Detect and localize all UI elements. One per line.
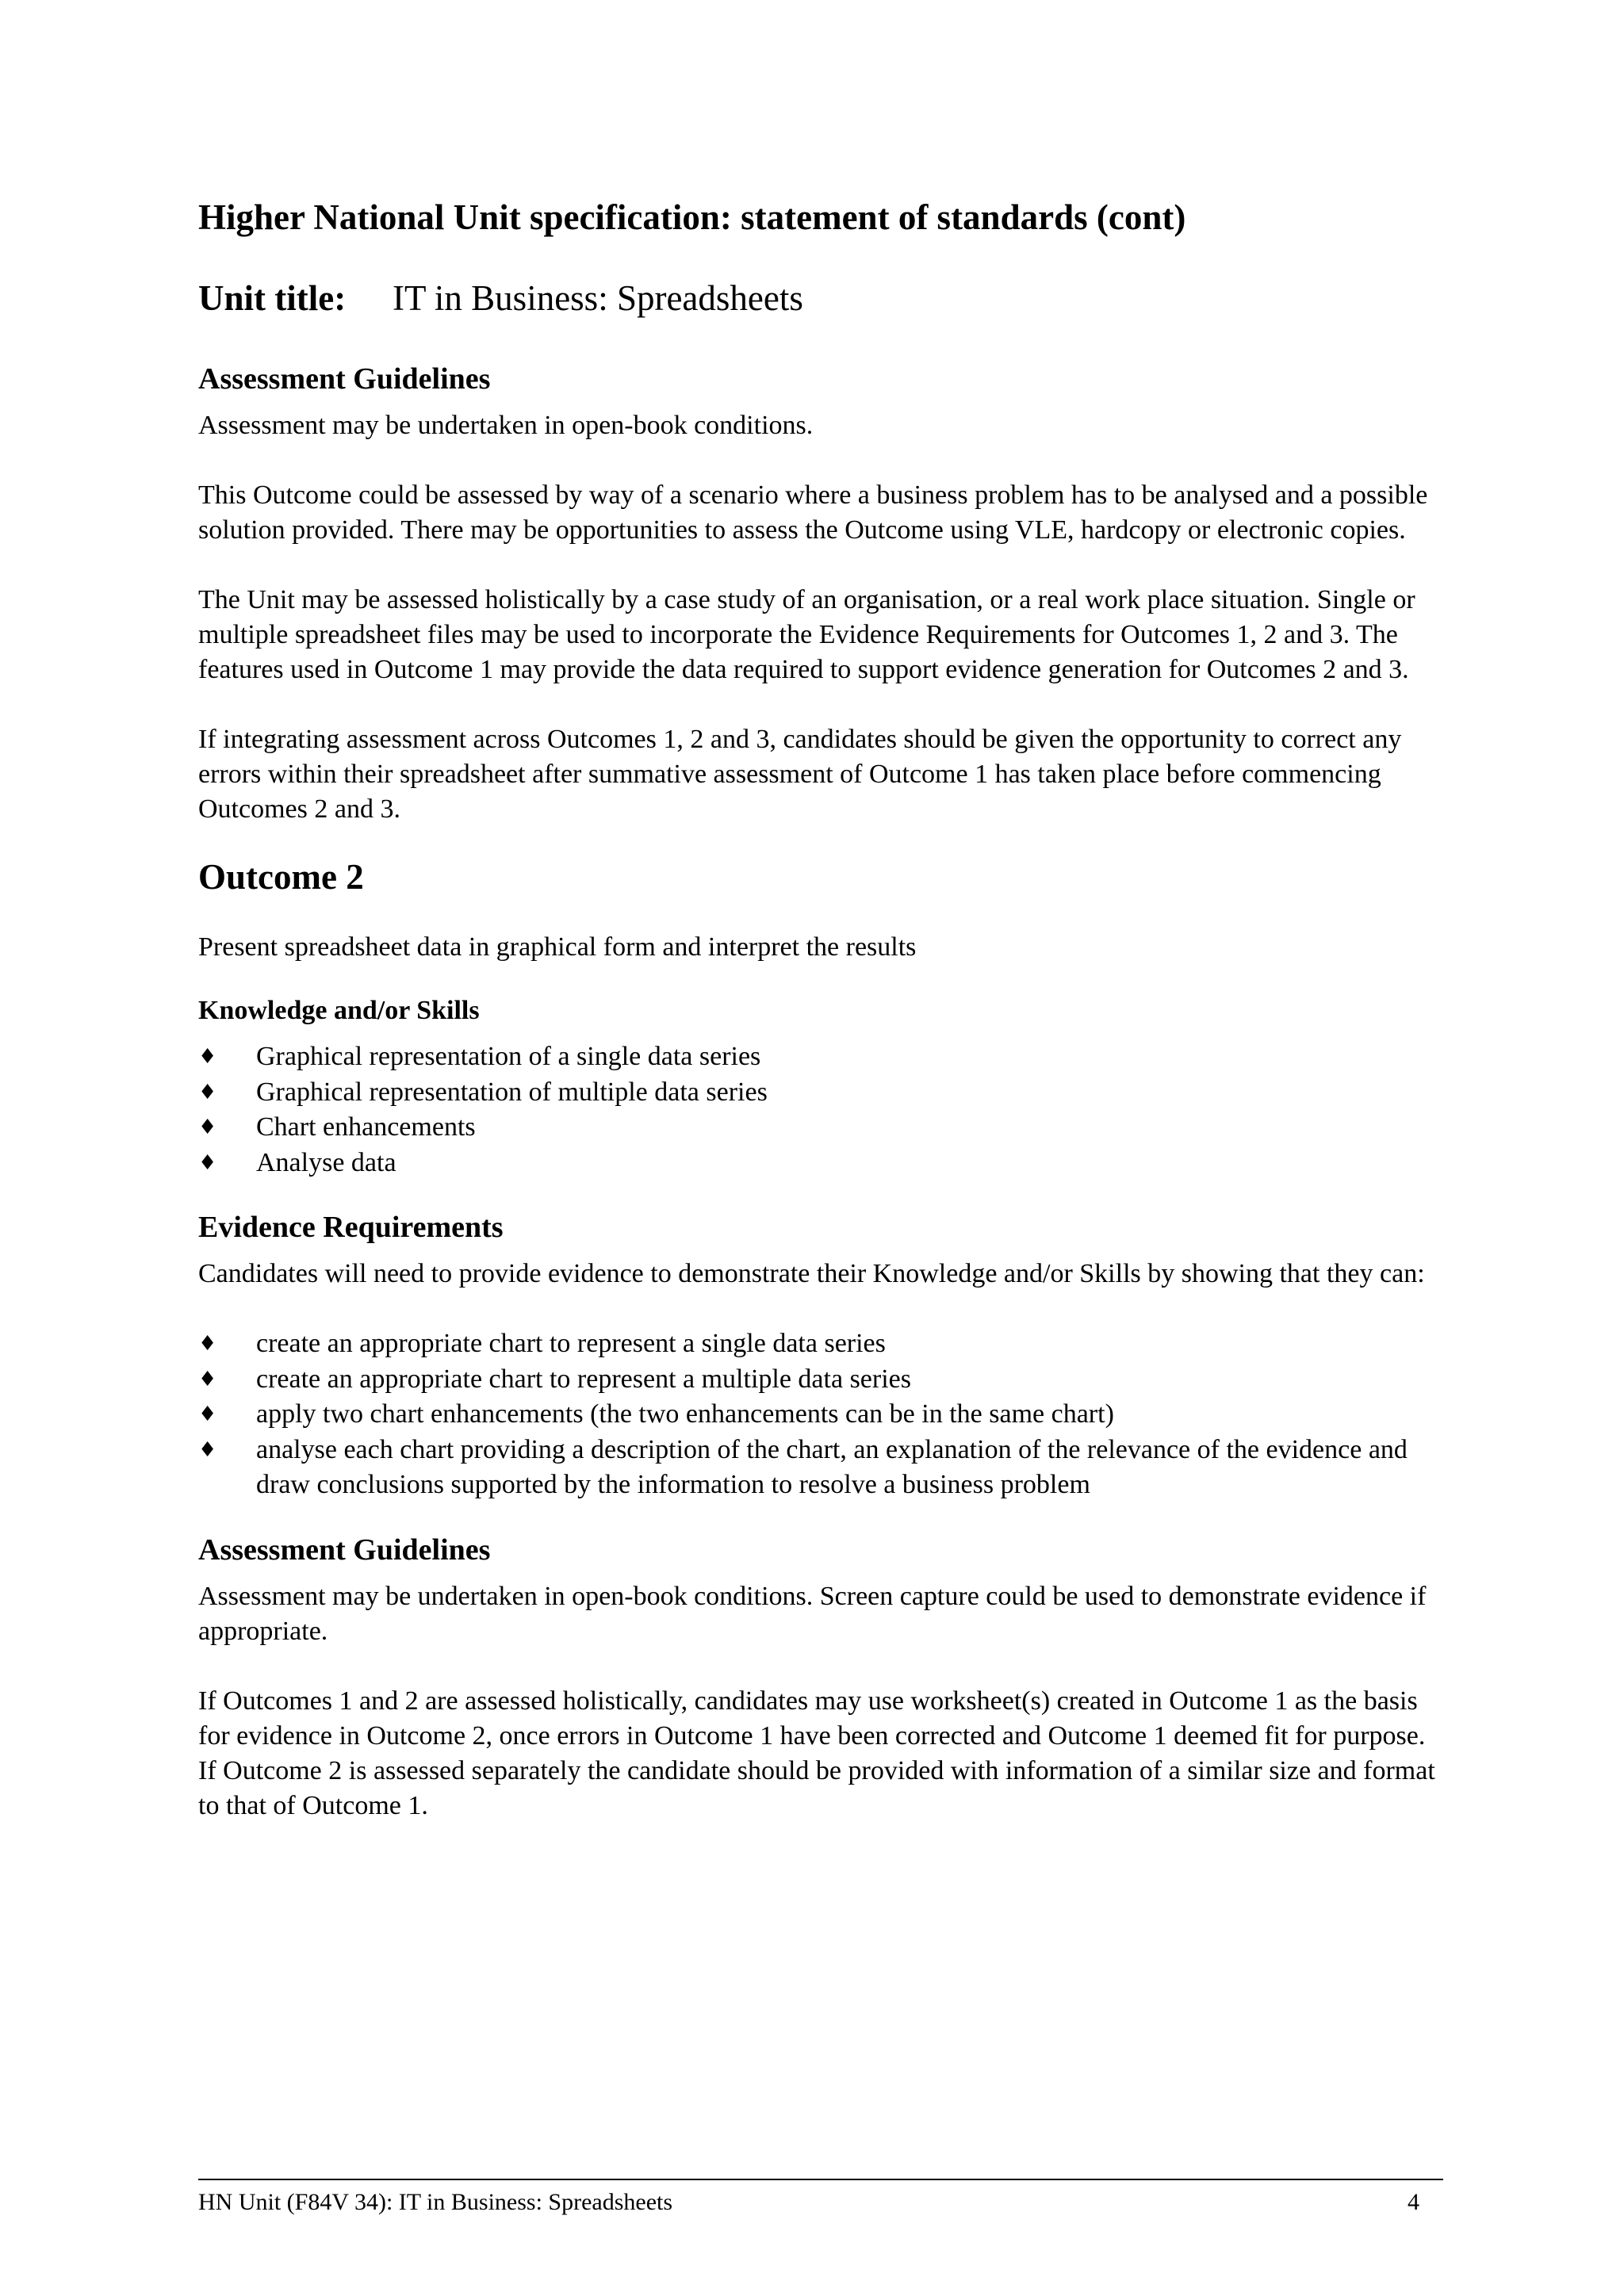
paragraph: The Unit may be assessed holistically by a case study of an organisation, or a real work place situation. Single or multiple spreadsheet files may be used to incorporate the Evidence Requirements for Outcomes 1, 2 and 3. The features used in Outcome 1 may provide the data required to support evidence generation for Outcomes 2 and 3.	[198, 585, 1415, 684]
diamond-bullet-icon: ♦	[198, 1437, 217, 1462]
evidence-requirements-heading: Evidence Requirements	[198, 1211, 504, 1244]
paragraph: This Outcome could be assessed by way of a scenario where a business problem has to be analysed and a possible solution provided. There may be opportunities to assess the Outcome using VLE, hardcopy or electronic copies.	[198, 480, 1428, 545]
list-item: ♦ apply two chart enhancements (the two enhancements can be in the same chart)	[198, 1397, 1443, 1433]
assessment-guidelines-heading: Assessment Guidelines	[198, 1533, 491, 1567]
footer-unit-reference: HN Unit (F84V 34): IT in Business: Spreadsheets	[198, 2189, 673, 2215]
assessment-guidelines-heading: Assessment Guidelines	[198, 362, 491, 396]
diamond-bullet-icon: ♦	[198, 1402, 217, 1426]
outcome-heading: Outcome 2	[198, 857, 364, 897]
knowledge-skills-list	[198, 1039, 1443, 1181]
unit-title-label: Unit title:	[198, 278, 347, 318]
diamond-bullet-icon: ♦	[198, 1115, 217, 1139]
list-item: ♦ Chart enhancements	[198, 1110, 1443, 1146]
diamond-bullet-icon: ♦	[198, 1080, 217, 1104]
list-item: ♦ Graphical representation of a single data series	[198, 1039, 1443, 1075]
paragraph: If integrating assessment across Outcomes 1, 2 and 3, candidates should be given the opportunity to correct any errors within their spreadsheet after summative assessment of Outcome 1 has taken place before commencing Outcomes 2 and 3.	[198, 725, 1402, 824]
diamond-bullet-icon: ♦	[198, 1332, 217, 1356]
unit-title	[198, 277, 803, 319]
paragraph: Assessment may be undertaken in open-book conditions. Screen capture could be used to demonstrate evidence if appropriate.	[198, 1581, 1427, 1646]
diamond-bullet-icon: ♦	[198, 1367, 217, 1391]
paragraph: If Outcomes 1 and 2 are assessed holistically, candidates may use worksheet(s) created in Outcome 1 as the basis for evidence in Outcome 2, once errors in Outcome 1 have been corrected and Outcome 1 deemed fit for purpose. If Outcome 2 is assessed separately the candidate should be provided with information of a similar size and format to that of Outcome 1.	[198, 1686, 1435, 1820]
page-number: 4	[1408, 2189, 1419, 2215]
list-item: ♦ Graphical representation of multiple data series	[198, 1075, 1443, 1111]
document-body	[198, 361, 1443, 1823]
diamond-bullet-icon: ♦	[198, 1045, 217, 1069]
evidence-intro: Candidates will need to provide evidence to demonstrate their Knowledge and/or Skills by showing that they can:	[198, 1259, 1425, 1288]
list-item: ♦ Analyse data	[198, 1146, 1443, 1181]
outcome-description: Present spreadsheet data in graphical form and interpret the results	[198, 932, 917, 962]
diamond-bullet-icon: ♦	[198, 1150, 217, 1175]
list-item: ♦ create an appropriate chart to represent a multiple data series	[198, 1362, 1443, 1398]
list-item: ♦ create an appropriate chart to represent a single data series	[198, 1326, 1443, 1362]
list-item: ♦ analyse each chart providing a description of the chart, an explanation of the relevance of the evidence and draw conclusions supported by the information to resolve a business problem	[198, 1433, 1443, 1503]
footer-divider	[198, 2179, 1443, 2180]
unit-title-value: IT in Business: Spreadsheets	[393, 278, 803, 318]
evidence-requirements-list	[198, 1326, 1443, 1503]
document-page	[198, 0, 1443, 2296]
paragraph: Assessment may be undertaken in open-book conditions.	[198, 411, 814, 440]
knowledge-skills-heading: Knowledge and/or Skills	[198, 996, 480, 1025]
page-title: Higher National Unit specification: statement of standards (cont)	[198, 197, 1186, 237]
